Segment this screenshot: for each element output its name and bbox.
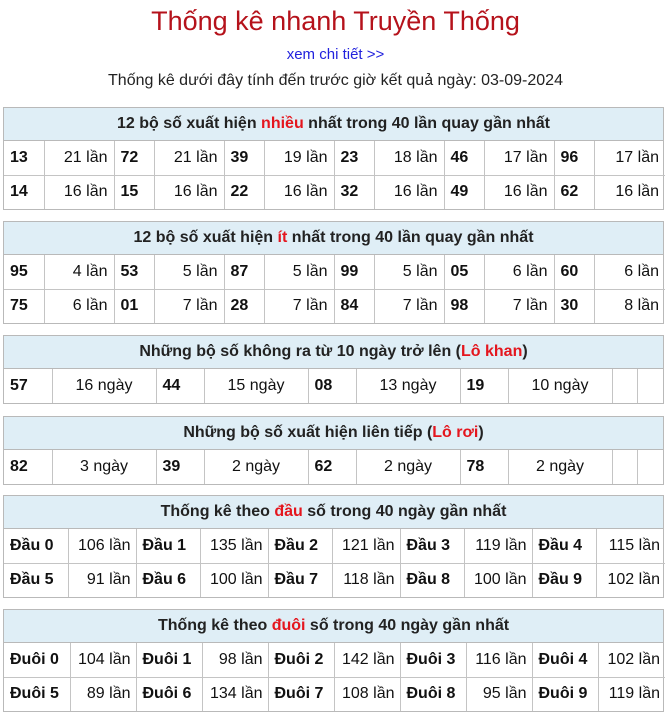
days-cell: 10 ngày — [508, 369, 612, 403]
count-cell: 115 lần — [596, 529, 665, 563]
label-cell: Đuôi 8 — [400, 677, 466, 711]
table-row — [4, 643, 665, 677]
table-row — [4, 450, 663, 484]
table-row — [4, 563, 665, 597]
days-cell: 2 ngày — [356, 450, 460, 484]
count-cell: 134 lần — [202, 677, 268, 711]
empty-cell — [637, 369, 663, 403]
count-cell: 21 lần — [154, 141, 224, 175]
dau-block — [3, 495, 664, 598]
table-row — [4, 677, 665, 711]
highlight-most: nhiều — [261, 115, 304, 132]
count-cell: 7 lần — [154, 289, 224, 323]
least-frequent-block — [3, 221, 664, 324]
days-cell: 15 ngày — [204, 369, 308, 403]
duoi-block — [3, 609, 664, 712]
count-cell: 95 lần — [466, 677, 532, 711]
empty-cell — [612, 369, 637, 403]
lo-khan-header: Những bộ số không ra từ 10 ngày trở lên (Lô khan) — [4, 336, 663, 369]
number-cell: 13 — [4, 141, 44, 175]
number-cell: 15 — [114, 175, 154, 209]
count-cell: 5 lần — [154, 255, 224, 289]
count-cell: 18 lần — [374, 141, 444, 175]
count-cell: 119 lần — [598, 677, 665, 711]
count-cell: 106 lần — [68, 529, 136, 563]
count-cell: 100 lần — [464, 563, 532, 597]
label-cell: Đuôi 0 — [4, 643, 70, 677]
label-cell: Đầu 4 — [532, 529, 596, 563]
label-cell: Đầu 1 — [136, 529, 200, 563]
detail-link[interactable]: xem chi tiết >> — [286, 46, 385, 63]
label-cell: Đuôi 1 — [136, 643, 202, 677]
highlight-lo-roi: Lô rơi — [432, 424, 479, 441]
lo-roi-table — [4, 450, 663, 484]
least-frequent-table — [4, 255, 665, 323]
days-cell: 3 ngày — [52, 450, 156, 484]
count-cell: 19 lần — [264, 141, 334, 175]
number-cell: 05 — [444, 255, 484, 289]
count-cell: 102 lần — [596, 563, 665, 597]
count-cell: 16 lần — [484, 175, 554, 209]
subtitle: Thống kê dưới đây tính đến trước giờ kết quả ngày: 03-09-2024 — [108, 72, 563, 89]
count-cell: 17 lần — [484, 141, 554, 175]
dau-table — [4, 529, 665, 597]
highlight-duoi: đuôi — [271, 617, 306, 634]
empty-cell — [637, 450, 663, 484]
label-cell: Đầu 8 — [400, 563, 464, 597]
count-cell: 102 lần — [598, 643, 665, 677]
duoi-table — [4, 643, 665, 711]
label-cell: Đuôi 3 — [400, 643, 466, 677]
days-cell: 2 ngày — [508, 450, 612, 484]
most-frequent-header: 12 bộ số xuất hiện nhiều nhất trong 40 lần quay gần nhất — [4, 108, 663, 141]
number-cell: 23 — [334, 141, 374, 175]
least-frequent-header: 12 bộ số xuất hiện ít nhất trong 40 lần quay gần nhất — [4, 222, 663, 255]
label-cell: Đầu 5 — [4, 563, 68, 597]
empty-cell — [612, 450, 637, 484]
table-row — [4, 369, 663, 403]
label-cell: Đuôi 5 — [4, 677, 70, 711]
table-row — [4, 529, 665, 563]
page-title: Thống kê nhanh Truyền Thống — [151, 6, 520, 36]
count-cell: 119 lần — [464, 529, 532, 563]
number-cell: 75 — [4, 289, 44, 323]
count-cell: 4 lần — [44, 255, 114, 289]
number-cell: 98 — [444, 289, 484, 323]
number-cell: 82 — [4, 450, 52, 484]
number-cell: 62 — [554, 175, 594, 209]
label-cell: Đầu 3 — [400, 529, 464, 563]
count-cell: 142 lần — [334, 643, 400, 677]
count-cell: 6 lần — [44, 289, 114, 323]
number-cell: 84 — [334, 289, 374, 323]
days-cell: 2 ngày — [204, 450, 308, 484]
label-cell: Đầu 9 — [532, 563, 596, 597]
count-cell: 21 lần — [44, 141, 114, 175]
table-row — [4, 289, 665, 323]
number-cell: 60 — [554, 255, 594, 289]
number-cell: 87 — [224, 255, 264, 289]
number-cell: 19 — [460, 369, 508, 403]
label-cell: Đầu 0 — [4, 529, 68, 563]
count-cell: 5 lần — [264, 255, 334, 289]
label-cell: Đuôi 6 — [136, 677, 202, 711]
count-cell: 5 lần — [374, 255, 444, 289]
count-cell: 135 lần — [200, 529, 268, 563]
label-cell: Đầu 2 — [268, 529, 332, 563]
count-cell: 116 lần — [466, 643, 532, 677]
number-cell: 08 — [308, 369, 356, 403]
count-cell: 6 lần — [484, 255, 554, 289]
count-cell: 16 lần — [154, 175, 224, 209]
number-cell: 49 — [444, 175, 484, 209]
number-cell: 62 — [308, 450, 356, 484]
number-cell: 78 — [460, 450, 508, 484]
most-frequent-table — [4, 141, 665, 209]
number-cell: 57 — [4, 369, 52, 403]
label-cell: Đuôi 7 — [268, 677, 334, 711]
number-cell: 01 — [114, 289, 154, 323]
days-cell: 13 ngày — [356, 369, 460, 403]
number-cell: 95 — [4, 255, 44, 289]
count-cell: 98 lần — [202, 643, 268, 677]
number-cell: 22 — [224, 175, 264, 209]
lo-roi-header: Những bộ số xuất hiện liên tiếp (Lô rơi) — [4, 417, 663, 450]
number-cell: 72 — [114, 141, 154, 175]
count-cell: 91 lần — [68, 563, 136, 597]
count-cell: 16 lần — [374, 175, 444, 209]
days-cell: 16 ngày — [52, 369, 156, 403]
most-frequent-block — [3, 107, 664, 210]
number-cell: 46 — [444, 141, 484, 175]
lo-roi-block — [3, 416, 664, 485]
highlight-lo-khan: Lô khan — [461, 343, 523, 360]
table-row — [4, 141, 665, 175]
count-cell: 121 lần — [332, 529, 400, 563]
table-row — [4, 175, 665, 209]
number-cell: 39 — [224, 141, 264, 175]
number-cell: 28 — [224, 289, 264, 323]
label-cell: Đuôi 2 — [268, 643, 334, 677]
count-cell: 104 lần — [70, 643, 136, 677]
count-cell: 17 lần — [594, 141, 665, 175]
label-cell: Đuôi 9 — [532, 677, 598, 711]
count-cell: 16 lần — [264, 175, 334, 209]
label-cell: Đầu 7 — [268, 563, 332, 597]
count-cell: 89 lần — [70, 677, 136, 711]
count-cell: 118 lần — [332, 563, 400, 597]
count-cell: 6 lần — [594, 255, 665, 289]
number-cell: 30 — [554, 289, 594, 323]
number-cell: 96 — [554, 141, 594, 175]
number-cell: 39 — [156, 450, 204, 484]
count-cell: 100 lần — [200, 563, 268, 597]
lo-khan-table — [4, 369, 663, 403]
count-cell: 8 lần — [594, 289, 665, 323]
number-cell: 99 — [334, 255, 374, 289]
count-cell: 16 lần — [44, 175, 114, 209]
duoi-header: Thống kê theo đuôi số trong 40 ngày gần nhất — [4, 610, 663, 643]
table-row — [4, 255, 665, 289]
count-cell: 108 lần — [334, 677, 400, 711]
number-cell: 32 — [334, 175, 374, 209]
number-cell: 53 — [114, 255, 154, 289]
dau-header: Thống kê theo đầu số trong 40 ngày gần nhất — [4, 496, 663, 529]
highlight-dau: đầu — [274, 503, 303, 520]
highlight-least: ít — [277, 229, 288, 246]
number-cell: 14 — [4, 175, 44, 209]
count-cell: 16 lần — [594, 175, 665, 209]
label-cell: Đầu 6 — [136, 563, 200, 597]
count-cell: 7 lần — [484, 289, 554, 323]
number-cell: 44 — [156, 369, 204, 403]
lo-khan-block — [3, 335, 664, 404]
label-cell: Đuôi 4 — [532, 643, 598, 677]
count-cell: 7 lần — [264, 289, 334, 323]
count-cell: 7 lần — [374, 289, 444, 323]
